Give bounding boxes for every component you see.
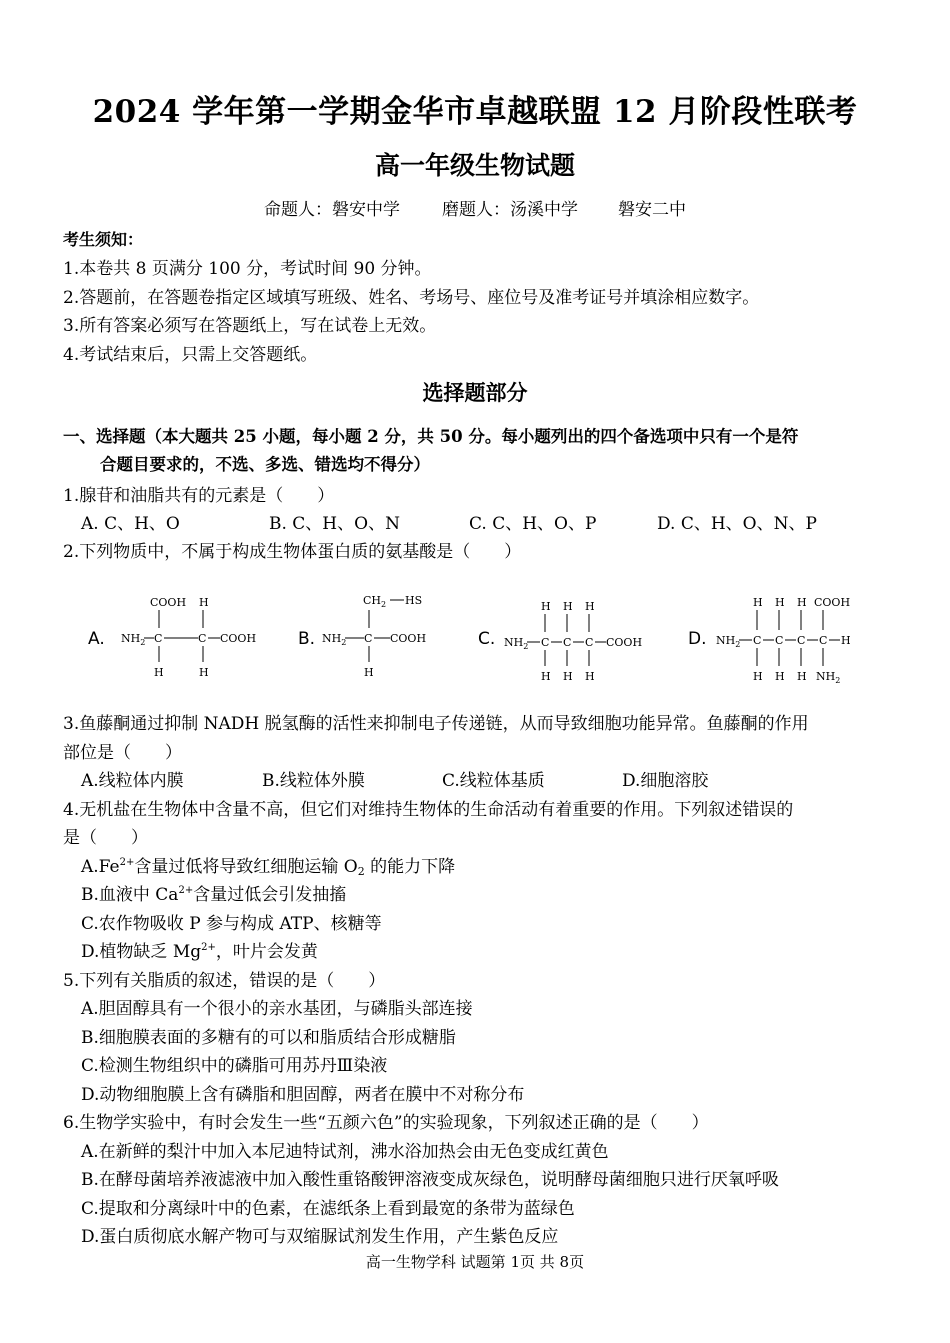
- q5-option-a: A.胆固醇具有一个很小的亲水基团，与磷脂头部连接: [81, 999, 473, 1019]
- q4-option-d: D.植物缺乏 $Mg^{2+}$，叶片会发黄: [81, 942, 318, 962]
- part-heading-line2: 合题目要求的，不选、多选、错选均不得分）: [100, 455, 430, 474]
- carbon: C: [198, 632, 207, 645]
- page-footer: 高一生物学科 试题第 1页 共 8页: [365, 1253, 585, 1271]
- hydrogen: H: [775, 670, 785, 683]
- hydrogen: H: [841, 634, 851, 647]
- part-heading-line1: 一、选择题（本大题共 25 小题，每小题 2 分，共 50 分。每小题列出的四个备选项中只有一个是符: [63, 427, 799, 446]
- hs-group: HS: [405, 594, 423, 607]
- nh2-group: $NH_2$: [816, 670, 841, 685]
- q6-option-a: A.在新鲜的梨汁中加入本尼迪特试剂，沸水浴加热会由无色变成红黄色: [81, 1142, 609, 1162]
- hydrogen: H: [364, 666, 374, 679]
- q1-option-a: A. C、H、O: [81, 514, 180, 534]
- authors-line: [0, 195, 950, 220]
- q3-option-a: A.线粒体内膜: [81, 771, 184, 791]
- carbon: C: [585, 636, 594, 649]
- notice-heading: 考生须知：: [63, 230, 144, 249]
- exam-title: 2024 学年第一学期金华市卓越联盟 12 月阶段性联考: [92, 94, 858, 130]
- hydrogen: H: [753, 596, 763, 609]
- q3-option-c: C.线粒体基质: [442, 771, 545, 791]
- question-5-stem: 5.下列有关脂质的叙述，错误的是（ ）: [63, 971, 386, 991]
- cooh-group: COOH: [814, 596, 851, 609]
- section-title: 选择题部分: [422, 380, 528, 405]
- exam-subtitle: 高一年级生物试题: [374, 151, 575, 180]
- carbon: C: [364, 632, 373, 645]
- q1-option-b: B. C、H、O、N: [269, 514, 400, 534]
- q1-option-d: D. C、H、O、N、P: [657, 514, 817, 534]
- carbon: C: [775, 634, 784, 647]
- nh2-group: $NH_2$: [322, 632, 347, 647]
- q3-option-b: B.线粒体外膜: [262, 771, 365, 791]
- question-1-stem: 1.腺苷和油脂共有的元素是（ ）: [63, 486, 335, 506]
- cooh-group: COOH: [220, 632, 257, 645]
- hydrogen: H: [199, 666, 209, 679]
- hydrogen: H: [797, 670, 807, 683]
- structure-c: [478, 588, 658, 688]
- question-4-stem-cont: 是（ ）: [63, 828, 148, 848]
- q6-option-c: C.提取和分离绿叶中的色素，在滤纸条上看到最宽的条带为蓝绿色: [81, 1199, 575, 1219]
- cooh-group: COOH: [606, 636, 643, 649]
- hydrogen: H: [541, 600, 551, 613]
- reviewer: 磨题人：汤溪中学: [442, 200, 578, 220]
- structure-c-label: C.: [478, 629, 496, 649]
- question-3-stem: 3.鱼藤酮通过抑制 NADH 脱氢酶的活性来抑制电子传递链，从而导致细胞功能异常。鱼藤酮的作用: [63, 714, 809, 734]
- q4-option-a: $A.Fe^{2+}$含量过低将导致红细胞运输 $O_2$ 的能力下降: [81, 857, 456, 878]
- carbon: C: [819, 634, 828, 647]
- q5-option-b: B.细胞膜表面的多糖有的可以和脂质结合形成糖脂: [81, 1028, 456, 1048]
- structure-b-label: B.: [298, 629, 316, 649]
- question-6-stem: 6.生物学实验中，有时会发生一些“五颜六色”的实验现象，下列叙述正确的是（ ）: [63, 1113, 709, 1133]
- structure-a: [88, 588, 268, 688]
- carbon: C: [541, 636, 550, 649]
- hydrogen: H: [563, 670, 573, 683]
- question-3-stem-cont: 部位是（ ）: [63, 743, 182, 763]
- q6-option-b: B.在酵母菌培养液滤液中加入酸性重铬酸钾溶液变成灰绿色，说明酵母菌细胞只进行厌氧呼吸: [81, 1170, 779, 1190]
- structure-d: [688, 588, 868, 688]
- hydrogen: H: [199, 596, 209, 609]
- hydrogen: H: [541, 670, 551, 683]
- hydrogen: H: [585, 600, 595, 613]
- setter: 命题人：磐安中学: [264, 200, 400, 220]
- q6-option-d: D.蛋白质彻底水解产物可与双缩脲试剂发生作用，产生紫色反应: [81, 1227, 559, 1247]
- nh2-group: $NH_2$: [504, 636, 529, 651]
- hydrogen: H: [563, 600, 573, 613]
- carbon: C: [753, 634, 762, 647]
- notice-item: 1.本卷共 8 页满分 100 分，考试时间 90 分钟。: [63, 259, 432, 279]
- structure-a-label: A.: [88, 629, 105, 649]
- q1-option-c: C. C、H、O、P: [469, 514, 597, 534]
- nh2-group: $NH_2$: [716, 634, 741, 649]
- q4-option-c: C.农作物吸收 P 参与构成 ATP、核糖等: [81, 914, 382, 934]
- carbon: C: [797, 634, 806, 647]
- q5-option-d: D.动物细胞膜上含有磷脂和胆固醇，两者在膜中不对称分布: [81, 1085, 525, 1105]
- ch2-group: $CH_2$: [363, 594, 387, 609]
- notice-item: 3.所有答案必须写在答题纸上，写在试卷上无效。: [63, 316, 437, 336]
- carbon: C: [563, 636, 572, 649]
- structure-b: [298, 588, 448, 688]
- question-4-stem: 4.无机盐在生物体中含量不高，但它们对维持生物体的生命活动有着重要的作用。下列叙述错误的: [63, 800, 794, 820]
- nh2-group: $NH_2$: [121, 632, 146, 647]
- notice-item: 2.答题前，在答题卷指定区域填写班级、姓名、考场号、座位号及准考证号并填涂相应数字。: [63, 288, 760, 308]
- q3-option-d: D.细胞溶胶: [622, 771, 709, 791]
- hydrogen: H: [753, 670, 763, 683]
- hydrogen: H: [154, 666, 164, 679]
- carbon: C: [154, 632, 163, 645]
- notice-item: 4.考试结束后，只需上交答题纸。: [63, 345, 318, 365]
- question-2-stem: 2.下列物质中，不属于构成生物体蛋白质的氨基酸是（ ）: [63, 542, 522, 562]
- hydrogen: H: [585, 670, 595, 683]
- structure-d-label: D.: [688, 629, 707, 649]
- q4-option-b: B.血液中 $Ca^{2+}$含量过低会引发抽搐: [81, 885, 347, 905]
- cooh-group: COOH: [150, 596, 187, 609]
- hydrogen: H: [797, 596, 807, 609]
- reviewer-school-2: 磐安二中: [618, 200, 686, 220]
- cooh-group: COOH: [390, 632, 427, 645]
- q5-option-c: C.检测生物组织中的磷脂可用苏丹Ⅲ染液: [81, 1056, 388, 1076]
- hydrogen: H: [775, 596, 785, 609]
